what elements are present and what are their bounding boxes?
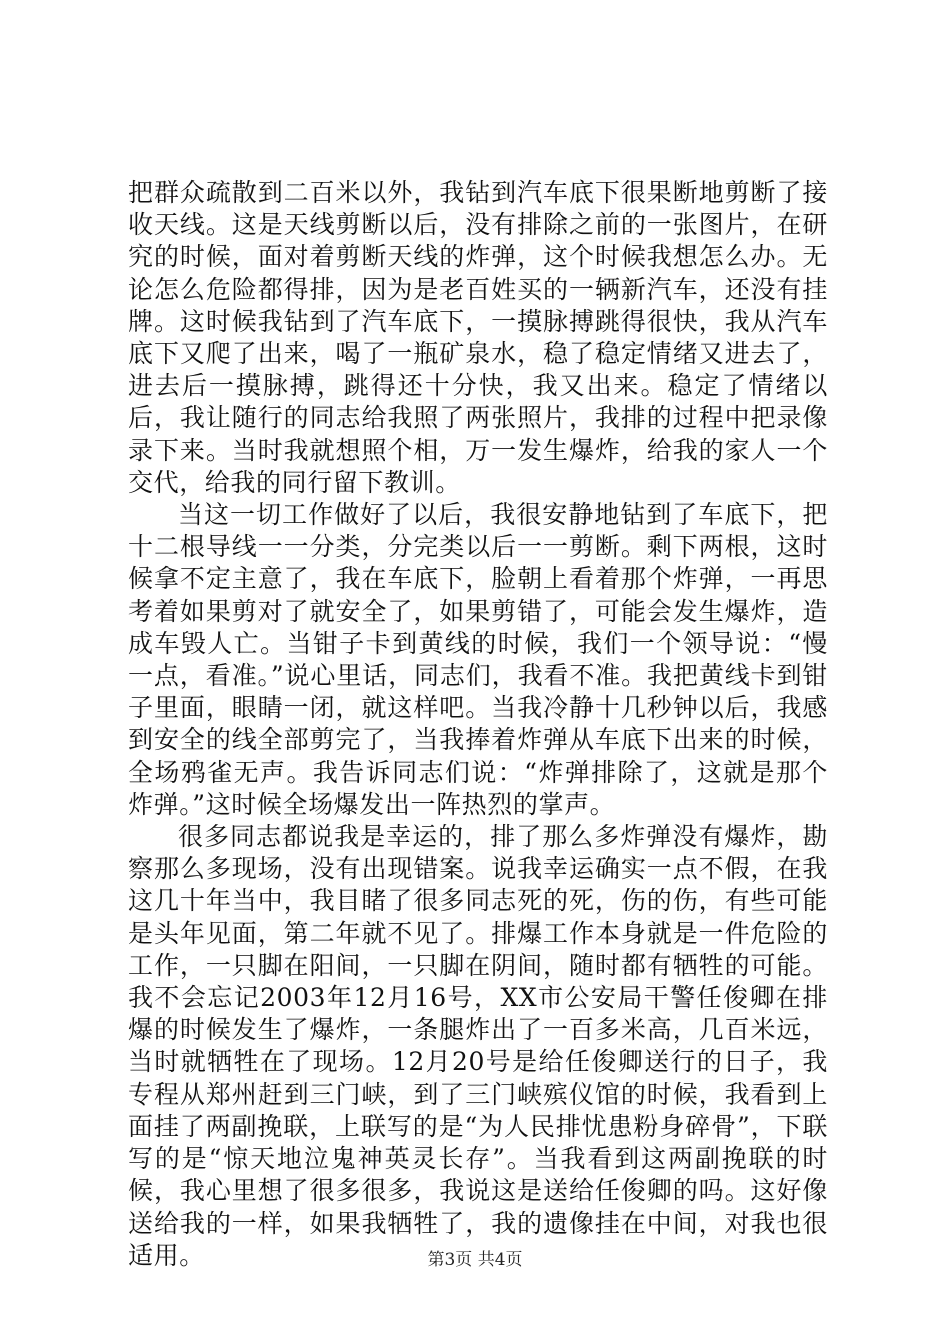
page-number-footer: 第3页 共4页 [427, 1250, 523, 1270]
paragraph-2: 当这一切工作做好了以后，我很安静地钻到了车底下，把十二根导线一一分类，分完类以后一一剪断。剩下两根，这时候拿不定主意了，我在车底下，脸朝上看着那个炸弹，一再思考着如果剪对了就安全了，如果剪错了，可能会发生爆炸，造成车毁人亡。当钳子卡到黄线的时候，我们一个领导说：“慢一点，看准。”说心里话，同志们，我看不准。我把黄线卡到钳子里面，眼睛一闭，就这样吧。当我冷静十几秒钟以后，我感到安全的线全部剪完了，当我捧着炸弹从车底下出来的时候，全场鸦雀无声。我告诉同志们说：“炸弹排除了，这就是那个炸弹。”这时候全场爆发出一阵热烈的掌声。 [128, 500, 828, 819]
document-body [128, 177, 828, 1272]
paragraph-1: 把群众疏散到二百米以外，我钻到汽车底下很果断地剪断了接收天线。这是天线剪断以后，没有排除之前的一张图片，在研究的时候，面对着剪断天线的炸弹，这个时候我想怎么办。无论怎么危险都得排，因为是老百姓买的一辆新汽车，还没有挂牌。这时候我钻到了汽车底下，一摸脉搏跳得很快，我从汽车底下又爬了出来，喝了一瓶矿泉水，稳了稳定情绪又进去了，进去后一摸脉搏，跳得还十分快，我又出来。稳定了情绪以后，我让随行的同志给我照了两张照片，我排的过程中把录像录下来。当时我就想照个相，万一发生爆炸，给我的家人一个交代，给我的同行留下教训。 [128, 178, 828, 497]
paragraph-3: 很多同志都说我是幸运的，排了那么多炸弹没有爆炸，勘察那么多现场，没有出现错案。说我幸运确实一点不假，在我这几十年当中，我目睹了很多同志死的死，伤的伤，有些可能是头年见面，第二年就不见了。排爆工作本身就是一件危险的工作，一只脚在阳间，一只脚在阴间，随时都有牺牲的可能。我不会忘记2003年12月16号，XX市公安局干警任俊卿在排爆的时候发生了爆炸，一条腿炸出了一百多米高，几百米远，当时就牺牲在了现场。12月20号是给任俊卿送行的日子，我专程从郑州赶到三门峡，到了三门峡殡仪馆的时候，我看到上面挂了两副挽联，上联写的是“为人民排忧患粉身碎骨”，下联写的是“惊天地泣鬼神英灵长存”。当我看到这两副挽联的时候，我心里想了很多很多，我说这是送给任俊卿的吗。这好像送给我的一样，如果我牺牲了，我的遗像挂在中间，对我也很适用。 [128, 822, 828, 1270]
